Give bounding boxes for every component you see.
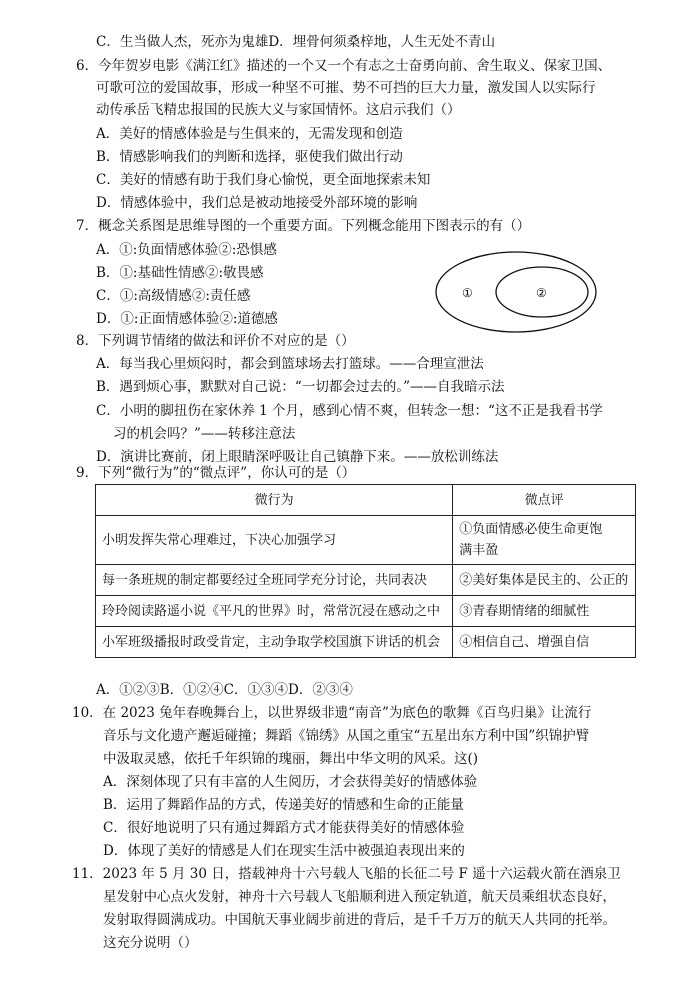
outer-label: ① <box>462 286 473 300</box>
q6-option-c: C．美好的情感有助于我们身心愉悦，更全面地探索未知 <box>96 172 431 188</box>
table-row <box>96 627 636 658</box>
q10-stem-line-3: 中汲取灵感，依托千年织锦的瑰丽，舞出中华文明的风采。这() <box>103 751 479 767</box>
row-1-comment <box>453 516 636 565</box>
q7-option-a: A．①:负面情感体验②:恐惧感 <box>96 242 277 258</box>
q8-option-c-line-1: C．小明的脚扭伤在家休养 1 个月，感到心情不爽，但转念一想：“这不正是我看书学 <box>96 403 603 419</box>
q6-option-b: B．情感影响我们的判断和选择，驱使我们做出行动 <box>96 149 403 165</box>
q9-table <box>95 484 636 658</box>
row-1-comment-line-2: 满丰盈 <box>459 543 499 558</box>
concept-venn-diagram <box>432 248 612 338</box>
q7-option-c: C．①:高级情感②:责任感 <box>96 288 251 304</box>
q11-stem-line-2: 星发射中心点火发射，神舟十六号载人飞船顺利进入预定轨道，航天员乘组状态良好， <box>103 889 616 905</box>
row-2-comment: ②美好集体是民主的、公正的 <box>453 565 636 596</box>
row-4-comment: ④相信自己、增强自信 <box>453 627 636 658</box>
q6-stem-line-3: 动传承岳飞精忠报国的民族大义与家国情怀。这启示我们（） <box>96 102 461 118</box>
q8-option-a: A．每当我心里烦闷时，都会到篮球场去打篮球。——合理宣泄法 <box>96 356 484 372</box>
table-header-row <box>96 485 636 516</box>
q6-option-d: D．情感体验中，我们总是被动地接受外部环境的影响 <box>96 195 418 211</box>
q7-stem: 7．概念关系图是思维导图的一个重要方面。下列概念能用下图表示的有（） <box>76 218 531 234</box>
q8-stem: 8．下列调节情绪的做法和评价不对应的是（） <box>76 333 355 349</box>
row-1-behavior: 小明发挥失常心理难过，下决心加强学习 <box>96 516 453 565</box>
q11-stem-line-3: 发射取得圆满成功。中国航天事业阔步前进的背后，是千千万万的航天人共同的托举。 <box>103 912 616 928</box>
header-comment: 微点评 <box>453 485 636 516</box>
q10-option-c: C．很好地说明了只有通过舞蹈方式才能获得美好的情感体验 <box>103 820 465 836</box>
row-4-behavior: 小军班级播报时政受肯定，主动争取学校国旗下讲话的机会 <box>96 627 453 658</box>
table-row <box>96 565 636 596</box>
q11-stem-line-4: 这充分说明（） <box>103 935 198 951</box>
table-row <box>96 596 636 627</box>
q7-option-b: B．①:基础性情感②:敬畏感 <box>96 265 264 281</box>
q9-answers: A．①②③B．①②④C．①③④D．②③④ <box>96 682 353 698</box>
row-2-behavior: 每一条班规的制定都要经过全班同学充分讨论，共同表决 <box>96 565 453 596</box>
q6-option-a: A．美好的情感体验是与生俱来的，无需发现和创造 <box>96 126 403 142</box>
inner-label: ② <box>536 286 547 300</box>
q11-stem-line-1: 11．2023 年 5 月 30 日，搭载神舟十六号载人飞船的长征二号 F 遥十六运载火箭在酒泉卫 <box>72 866 621 882</box>
row-1-comment-line-1: ①负面情感必使生命更饱 <box>459 522 603 537</box>
q10-option-a: A．深刻体现了只有丰富的人生阅历，才会获得美好的情感体验 <box>103 774 478 790</box>
q10-stem-line-2: 音乐与文化遗产邂逅碰撞；舞蹈《锦绣》从国之重宝“五星出东方利中国”织锦护臂 <box>103 728 590 744</box>
q8-option-c-line-2: 习的机会吗？”——转移注意法 <box>113 426 296 442</box>
q7-option-d: D．①:正面情感体验②:道德感 <box>96 311 278 327</box>
q6-stem-line-2: 可歌可泣的爱国故事，形成一种坚不可摧、势不可挡的巨大力量，激发国人以实际行 <box>96 80 596 96</box>
q8-option-b: B．遇到烦心事，默默对自己说：“一切都会过去的。”——自我暗示法 <box>96 379 505 395</box>
table-row <box>96 516 636 565</box>
q10-option-b: B．运用了舞蹈作品的方式，传递美好的情感和生命的正能量 <box>103 797 464 813</box>
q6-stem-line-1: 6．今年贺岁电影《满江红》描述的一个又一个有志之士奋勇向前、舍生取义、保家卫国、 <box>76 58 612 74</box>
q8-option-d: D．演讲比赛前，闭上眼睛深呼吸让自己镇静下来。——放松训练法 <box>96 449 499 465</box>
q9-stem: 9．下列“微行为”的“微点评”，你认可的是（） <box>76 465 356 481</box>
row-3-comment: ③青春期情绪的细腻性 <box>453 596 636 627</box>
row-3-behavior: 玲玲阅读路遥小说《平凡的世界》时，常常沉浸在感动之中 <box>96 596 453 627</box>
q10-option-d: D．体现了美好的情感是人们在现实生活中被强迫表现出来的 <box>103 843 465 859</box>
q5-option-c: C．生当做人杰，死亦为鬼雄D．埋骨何须桑梓地，人生无处不青山 <box>96 34 496 50</box>
header-behavior: 微行为 <box>96 485 453 516</box>
outer-ellipse <box>436 252 596 332</box>
q10-stem-line-1: 10．在 2023 兔年春晚舞台上，以世界级非遗“南音”为底色的歌舞《百鸟归巢》让流行 <box>72 705 592 721</box>
